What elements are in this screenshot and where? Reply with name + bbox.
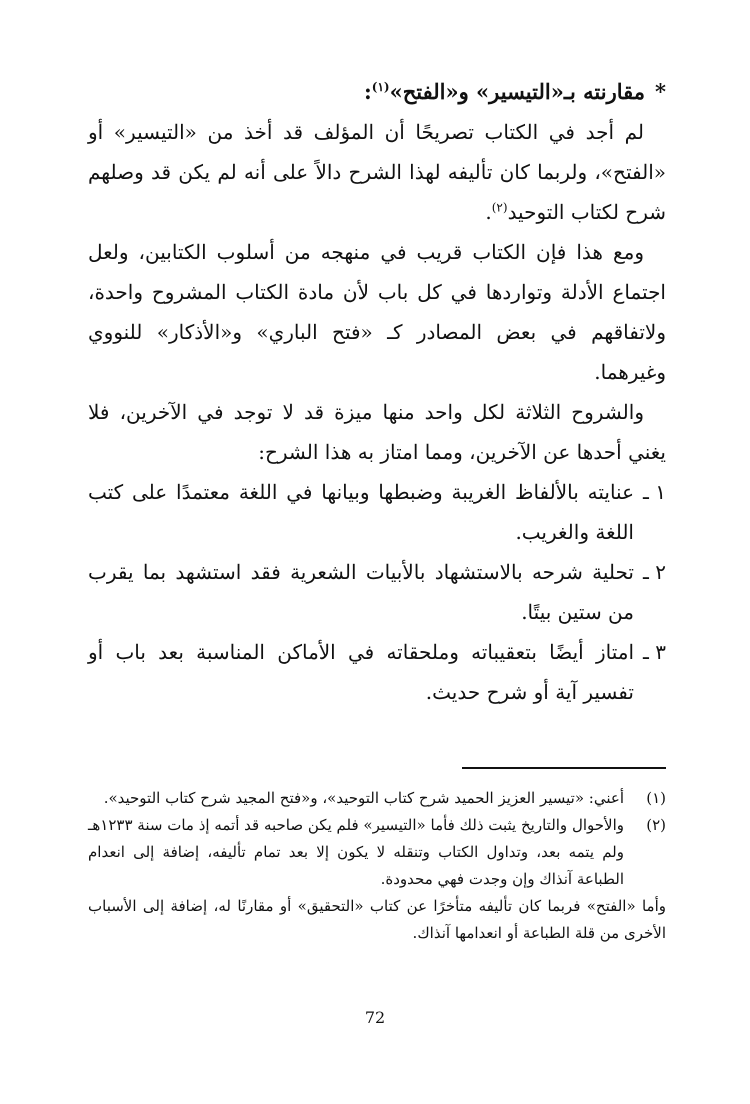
paragraph <box>88 112 666 232</box>
list-item <box>88 632 666 712</box>
list-item-number: ٣ ـ <box>643 640 666 664</box>
footnote-number: (٢) <box>646 816 666 834</box>
paragraph-text: لم أجد في الكتاب تصريحًا أن المؤلف قد أخذ من «التيسير» أو «الفتح»، ولربما كان تأليفه لهذا الشرح دالاً على أنه لم يكن قد وصلهم شرح لكتاب التوحيد <box>88 120 666 224</box>
list-item <box>88 552 666 632</box>
footnote-text: وأما «الفتح» فربما كان تأليفه متأخرًا عن كتاب «التحقيق» أو مقارنًا له، إضافة إلى الأسباب الأخرى من قلة الطباعة أو انعدامها آنذاك. <box>88 897 666 942</box>
star-bullet: * <box>655 79 666 104</box>
list-item <box>88 472 666 552</box>
list-item-number: ١ ـ <box>643 480 666 504</box>
paragraph-text: والشروح الثلاثة لكل واحد منها ميزة قد لا توجد في الآخرين، فلا يغني أحدها عن الآخرين، ومما امتاز به هذا الشرح: <box>88 400 666 464</box>
footnote <box>88 785 666 812</box>
paragraph-end: . <box>485 200 492 224</box>
section-heading <box>88 72 666 112</box>
list-item-number: ٢ ـ <box>643 560 666 584</box>
footnote-text: أعني: «تيسير العزيز الحميد شرح كتاب التوحيد»، و«فتح المجيد شرح كتاب التوحيد». <box>103 789 624 807</box>
footnote-number: (١) <box>646 789 666 807</box>
heading-colon: : <box>363 79 372 104</box>
footnote <box>88 812 666 893</box>
footnote-ref: (٢) <box>491 200 508 215</box>
paragraph <box>88 232 666 392</box>
footnote-text: والأحوال والتاريخ يثبت ذلك فأما «التيسير» فلم يكن صاحبه قد أتمه إذ مات سنة ١٢٣٣هـ ولم يتمه بعد، وتداول الكتاب وتنقله لا يكون إلا بعد تمام تأليفه، إضافة إلى انعدام الطباعة آنذاك وإن وجدت فهي محدودة. <box>87 816 624 888</box>
footnote-divider <box>462 767 666 769</box>
section-heading-text: مقارنته بـ«التيسير» و«الفتح» <box>389 79 646 104</box>
paragraph-text: ومع هذا فإن الكتاب قريب في منهجه من أسلوب الكتابين، ولعل اجتماع الأدلة وتواردها في كل باب لأن مادة الكتاب المشروح واحدة، ولاتفاقهم في بعض المصادر كـ «فتح الباري» و«الأذكار» للنووي وغيرهما. <box>88 240 666 384</box>
footnote-ref: (١) <box>371 80 390 94</box>
page-number: 72 <box>364 1008 386 1027</box>
list-item-text: امتاز أيضًا بتعقيباته وملحقاته في الأماكن المناسبة بعد باب أو تفسير آية أو شرح حديث. <box>88 640 634 704</box>
main-text <box>88 72 666 712</box>
list-item-text: عنايته بالألفاظ الغريبة وضبطها وبيانها في اللغة معتمدًا على كتب اللغة والغريب. <box>88 480 634 544</box>
paragraph <box>88 392 666 472</box>
footnotes <box>88 785 666 947</box>
list-item-text: تحلية شرحه بالاستشهاد بالأبيات الشعرية فقد استشهد بما يقرب من ستين بيتًا. <box>88 560 634 624</box>
footnote-continuation <box>88 893 666 947</box>
